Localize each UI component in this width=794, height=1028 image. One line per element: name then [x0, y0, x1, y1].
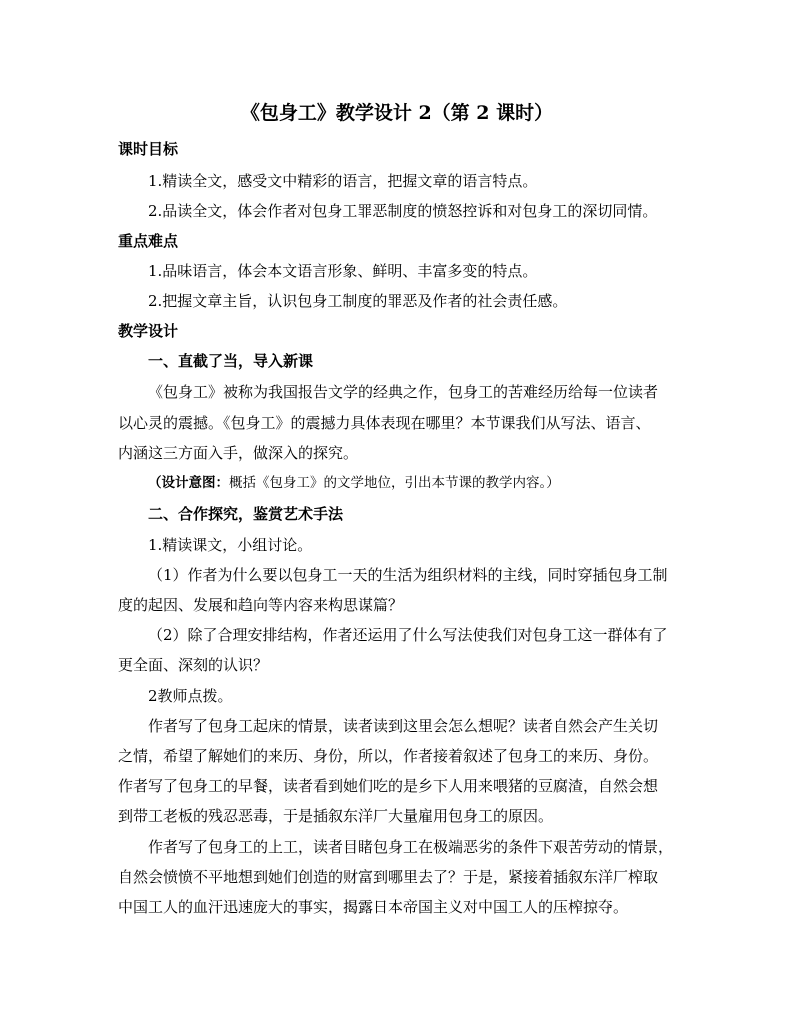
part2-step-2: 2教师点拨。 — [148, 687, 233, 705]
goal-item-2: 2.品读全文，体会作者对包身工罪恶制度的愤怒控诉和对包身工的深切同情。 — [148, 202, 658, 220]
paragraph-2-line-3: 中国工人的血汗迅速庞大的事实，揭露日本帝国主义对中国工人的压榨掠夺。 — [118, 898, 629, 916]
paragraph-2-line-1: 作者写了包身工的上工，读者目睹包身工在极端恶劣的条件下艰苦劳动的情景， — [148, 838, 674, 856]
paragraph-2-line-2: 自然会愤愤不平地想到她们创造的财富到哪里去了？于是，紧接着插叙东洋厂榨取 — [118, 868, 659, 886]
section-heading-focus: 重点难点 — [118, 232, 179, 250]
part2-question-1-line-1: （1）作者为什么要以包身工一天的生活为组织材料的主线，同时穿插包身工制 — [148, 566, 668, 584]
paragraph-1-line-1: 作者写了包身工起床的情景，读者读到这里会怎么想呢？读者自然会产生关切 — [148, 717, 659, 735]
part1-design-intent — [148, 472, 560, 494]
part2-question-1-line-2: 度的起因、发展和趋向等内容来构思谋篇？ — [118, 596, 404, 614]
part1-line-1: 《包身工》被称为我国报告文学的经典之作，包身工的苦难经历给每一位读者 — [148, 383, 659, 401]
part2-question-2-line-2: 更全面、深刻的认识？ — [118, 656, 269, 674]
part2-step-1: 1.精读课文，小组讨论。 — [148, 536, 313, 554]
design-intent-text: 概括《包身工》的文学地位，引出本节课的教学内容。） — [229, 475, 560, 491]
paragraph-1-line-2: 之情，希望了解她们的来历、身份，所以，作者接着叙述了包身工的来历、身份。 — [118, 747, 659, 765]
paragraph-1-line-4: 到带工老板的残忍恶毒，于是插叙东洋厂大量雇用包身工的原因。 — [118, 807, 554, 825]
focus-item-1: 1.品味语言，体会本文语言形象、鲜明、丰富多变的特点。 — [148, 262, 538, 280]
part1-line-3: 内涵这三方面入手，做深入的探究。 — [118, 444, 359, 462]
section-heading-design: 教学设计 — [118, 322, 179, 340]
goal-item-1: 1.精读全文，感受文中精彩的语言，把握文章的语言特点。 — [148, 172, 538, 190]
section-heading-goals: 课时目标 — [118, 140, 179, 158]
paragraph-1-line-3: 作者写了包身工的早餐，读者看到她们吃的是乡下人用来喂猪的豆腐渣，自然会想 — [118, 777, 659, 795]
document-title: 《包身工》教学设计 2（第 2 课时） — [240, 102, 554, 124]
focus-item-2: 2.把握文章主旨，认识包身工制度的罪恶及作者的社会责任感。 — [148, 292, 568, 310]
design-intent-label: （设计意图： — [148, 475, 229, 491]
part2-question-2-line-1: （2）除了合理安排结构，作者还运用了什么写法使我们对包身工这一群体有了 — [148, 626, 668, 644]
part1-heading: 一、直截了当，导入新课 — [148, 352, 314, 370]
part1-line-2: 以心灵的震撼。《包身工》的震撼力具体表现在哪里？本节课我们从写法、语言、 — [118, 414, 651, 432]
part2-heading: 二、合作探究，鉴赏艺术手法 — [148, 505, 344, 523]
